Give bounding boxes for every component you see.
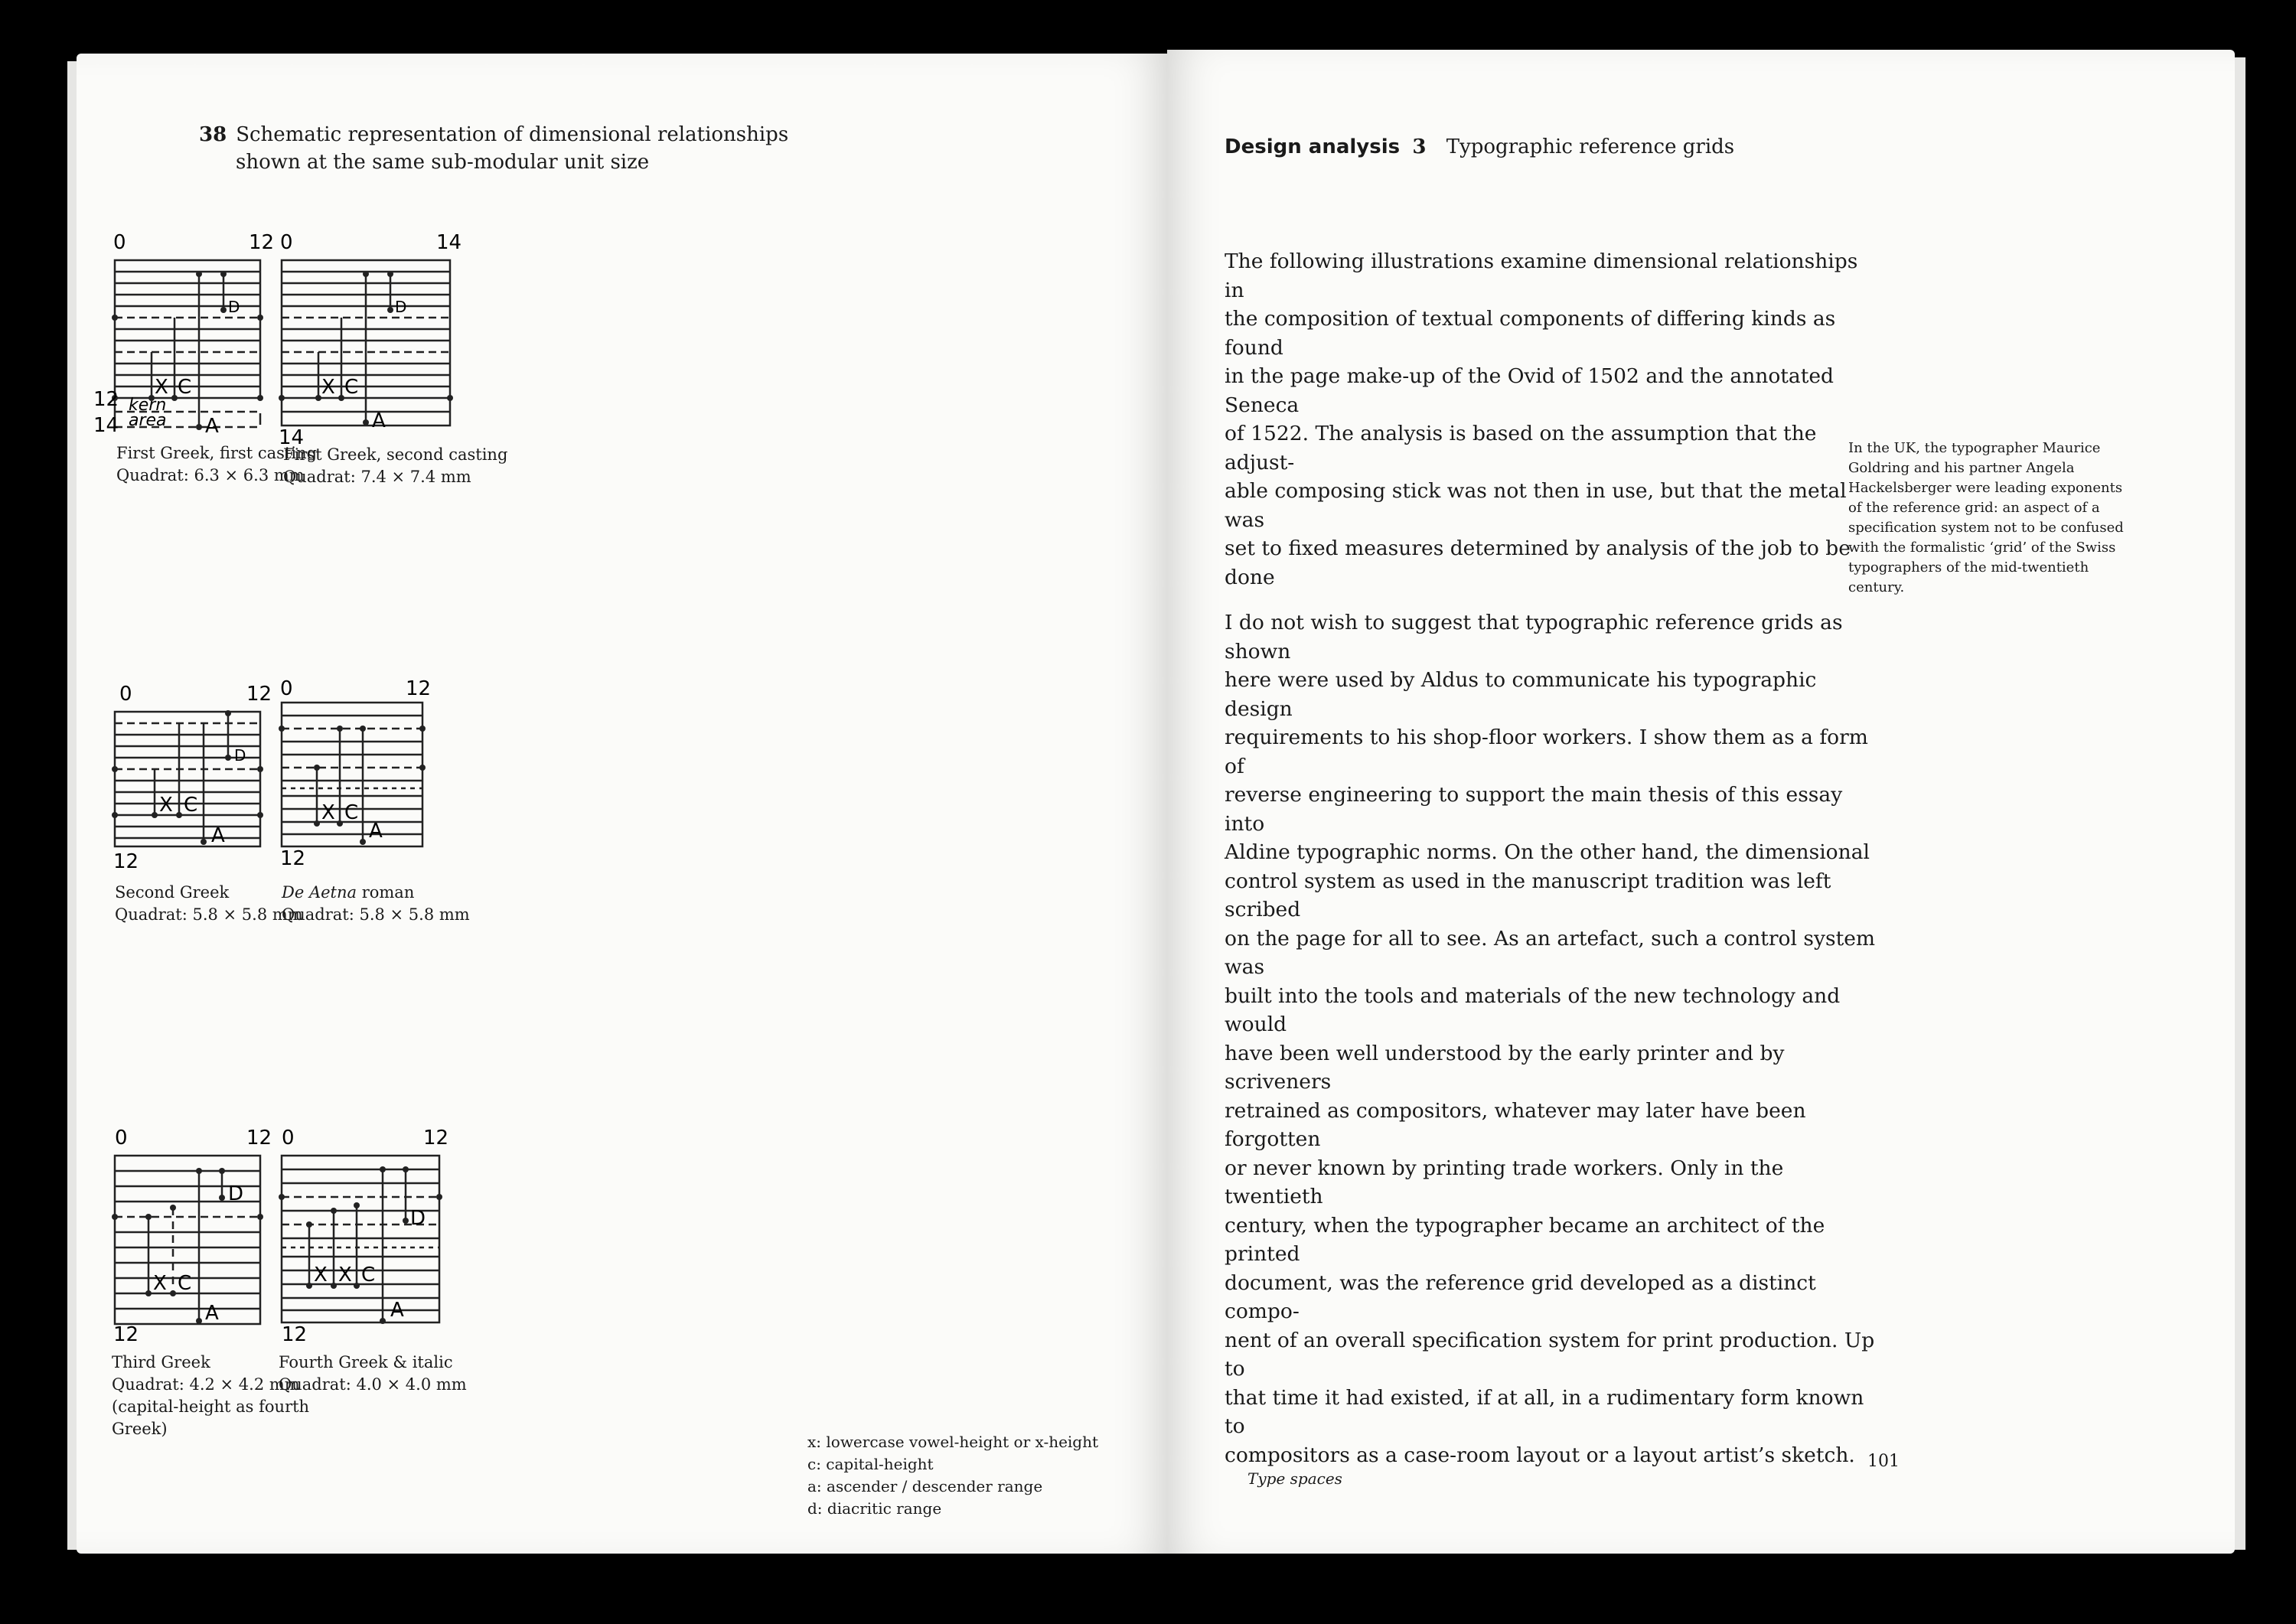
- label-x: X: [155, 376, 168, 399]
- label-d: D: [228, 298, 240, 316]
- axis-top-left: 0: [280, 231, 293, 254]
- label-x: X: [321, 801, 335, 824]
- text-line: control system as used in the manuscript tradition was left scribed: [1225, 869, 1831, 921]
- caption-line2: Quadrat: 5.8 × 5.8 mm: [115, 905, 303, 924]
- paragraph-1: [1225, 247, 1883, 592]
- sidenote-line: Hackelsberger were leading exponents: [1848, 480, 2123, 496]
- label-c: C: [344, 376, 359, 399]
- label-d: D: [395, 298, 407, 316]
- caption-italic: De Aetna: [282, 883, 357, 902]
- kern-label-line1: kern: [129, 396, 167, 415]
- axis-bottom-left: 12: [113, 1323, 139, 1346]
- axis-top-left: 0: [115, 1127, 128, 1150]
- legend-item-a: a: ascender / descender range: [807, 1477, 1043, 1495]
- text-line: Aldine typographic norms. On the other hand, the dimensional: [1225, 840, 1870, 864]
- caption-line1: Fourth Greek & italic: [279, 1353, 453, 1371]
- diagram-caption: [283, 444, 513, 488]
- axis-bottom-left: 12: [282, 1323, 308, 1346]
- diagram-fourth-greek-italic: [259, 1125, 504, 1446]
- axis-bottom-extra: 14: [93, 414, 119, 437]
- kern-label-line2: area: [129, 411, 167, 430]
- caption-line1: Third Greek: [112, 1353, 210, 1371]
- sidenote-line: of the reference grid: an aspect of a: [1848, 500, 2100, 516]
- sidenote-line: In the UK, the typographer Maurice: [1848, 440, 2101, 456]
- sidenote: [1848, 439, 2154, 598]
- axis-bottom-left: 12: [113, 850, 139, 873]
- label-x: X: [321, 376, 335, 399]
- caption-line2: Quadrat: 4.0 × 4.0 mm: [279, 1375, 467, 1394]
- text-line: have been well understood by the early printer and by scriveners: [1225, 1041, 1785, 1094]
- sidenote-line: with the formalistic ‘grid’ of the Swiss: [1848, 540, 2116, 556]
- text-line: requirements to his shop-floor workers. I show them as a form of: [1225, 726, 1868, 778]
- axis-top-right: 12: [246, 1127, 272, 1150]
- figure-title: [199, 121, 888, 176]
- label-x: X: [314, 1264, 328, 1286]
- label-x2: X: [338, 1264, 352, 1286]
- caption-line3: (capital-height as fourth Greek): [112, 1397, 310, 1438]
- text-line: or never known by printing trade workers. Only in the twentieth: [1225, 1156, 1784, 1208]
- legend-item-x: x: lowercase vowel-height or x-height: [807, 1433, 1099, 1451]
- caption-line2: Quadrat: 7.4 × 7.4 mm: [283, 468, 471, 486]
- label-a: A: [205, 415, 219, 438]
- caption-line1: First Greek, first casting: [116, 444, 318, 462]
- axis-top-left: 0: [119, 683, 132, 706]
- caption-rest: roman: [357, 883, 415, 902]
- section-name: Design analysis: [1225, 135, 1401, 158]
- sidenote-line: typographers of the mid-twentieth: [1848, 559, 2089, 576]
- axis-top-right: 12: [246, 683, 272, 706]
- axis-bottom-left: 12: [93, 388, 119, 411]
- legend: [807, 1431, 1159, 1520]
- text-line: here were used by Aldus to communicate his typographic design: [1225, 668, 1817, 721]
- label-c: C: [361, 1264, 376, 1286]
- grid-diagram: [260, 677, 505, 972]
- label-c: C: [344, 801, 359, 824]
- sidenote-line: specification system not to be confused: [1848, 520, 2124, 536]
- label-d: D: [228, 1182, 244, 1205]
- text-line: compositors as a case-room layout or a layout artist’s sketch.: [1225, 1443, 1855, 1467]
- label-d: D: [234, 746, 246, 765]
- label-c: C: [184, 794, 198, 817]
- caption-line1: [282, 882, 511, 904]
- caption-line2: Quadrat: 5.8 × 5.8 mm: [282, 905, 470, 924]
- diagram-caption: [279, 1352, 508, 1396]
- sidenote-line: century.: [1848, 579, 1905, 595]
- axis-top-left: 0: [113, 231, 126, 254]
- section-title: Typographic reference grids: [1446, 135, 1735, 158]
- right-page: [1167, 50, 2235, 1554]
- text-line: the composition of textual components of differing kinds as found: [1225, 307, 1836, 360]
- axis-top-right: 12: [423, 1127, 449, 1150]
- label-a: A: [372, 409, 386, 432]
- text-line: document, was the reference grid developed as a distinct compo-: [1225, 1270, 1816, 1323]
- paragraph-2: [1225, 608, 1883, 1469]
- label-c: C: [178, 376, 192, 399]
- running-head: [1225, 135, 1837, 158]
- text-line: century, when the typographer became an architect of the printed: [1225, 1213, 1825, 1266]
- sidenote-line: Goldring and his partner Angela: [1848, 460, 2075, 476]
- page-number: 101: [1867, 1452, 1900, 1471]
- axis-top-left: 0: [282, 1127, 295, 1150]
- caption-line2: Quadrat: 4.2 × 4.2 mm: [112, 1375, 300, 1394]
- label-a: A: [390, 1299, 404, 1322]
- text-line: on the page for all to see. As an artefact, such a control system was: [1225, 926, 1876, 979]
- text-line: I do not wish to suggest that typographic reference grids as shown: [1225, 611, 1843, 664]
- figure-number: 38: [199, 123, 227, 146]
- legend-item-c: c: capital-height: [807, 1455, 934, 1473]
- label-a: A: [369, 820, 383, 843]
- label-a: A: [205, 1302, 219, 1325]
- label-c: C: [178, 1272, 192, 1295]
- figure-title-line1: Schematic representation of dimensional relationships: [236, 123, 789, 146]
- axis-top-right: 12: [406, 677, 432, 700]
- text-line: able composing stick was not then in use, but that the metal was: [1225, 479, 1847, 532]
- label-d: D: [410, 1207, 426, 1230]
- text-line: that time it had existed, if at all, in a rudimentary form known to: [1225, 1385, 1864, 1438]
- legend-item-d: d: diacritic range: [807, 1499, 942, 1518]
- diagram-de-aetna-roman: [260, 677, 505, 972]
- axis-top-right: 14: [436, 231, 462, 254]
- label-x: X: [159, 794, 173, 817]
- label-x: X: [153, 1272, 167, 1295]
- text-line: built into the tools and materials of the new technology and would: [1225, 983, 1841, 1036]
- caption-line2: Quadrat: 6.3 × 6.3 mm: [116, 466, 305, 484]
- axis-bottom-left: 12: [280, 847, 306, 870]
- text-line: retrained as compositors, whatever may later have been forgotten: [1225, 1098, 1806, 1151]
- axis-top-right: 12: [249, 231, 275, 254]
- text-line: nent of an overall specification system for print production. Up to: [1225, 1328, 1875, 1381]
- caption-line1: Second Greek: [115, 883, 230, 902]
- caption-line1: First Greek, second casting: [283, 445, 508, 464]
- axis-top-left: 0: [280, 677, 293, 700]
- text-line: reverse engineering to support the main thesis of this essay into: [1225, 783, 1843, 836]
- diagram-caption: [282, 882, 511, 926]
- diagram-first-greek-second-casting: [259, 230, 508, 520]
- figure-title-line2: shown at the same sub-modular unit size: [236, 151, 650, 174]
- page-edge-right: [2233, 57, 2245, 1550]
- axis-bottom-left: 14: [279, 426, 305, 449]
- text-line: of 1522. The analysis is based on the assumption that the adjust-: [1225, 422, 1817, 474]
- section-number: 3: [1412, 135, 1427, 158]
- label-a: A: [211, 824, 225, 847]
- footer-book-title: Type spaces: [1247, 1469, 1342, 1488]
- text-line: The following illustrations examine dimensional relationships in: [1225, 249, 1858, 302]
- left-page: [77, 54, 1167, 1554]
- text-line: set to fixed measures determined by analysis of the job to be done: [1225, 536, 1851, 589]
- body-text: [1225, 247, 1883, 1486]
- text-line: in the page make-up of the Ovid of 1502 and the annotated Seneca: [1225, 364, 1835, 417]
